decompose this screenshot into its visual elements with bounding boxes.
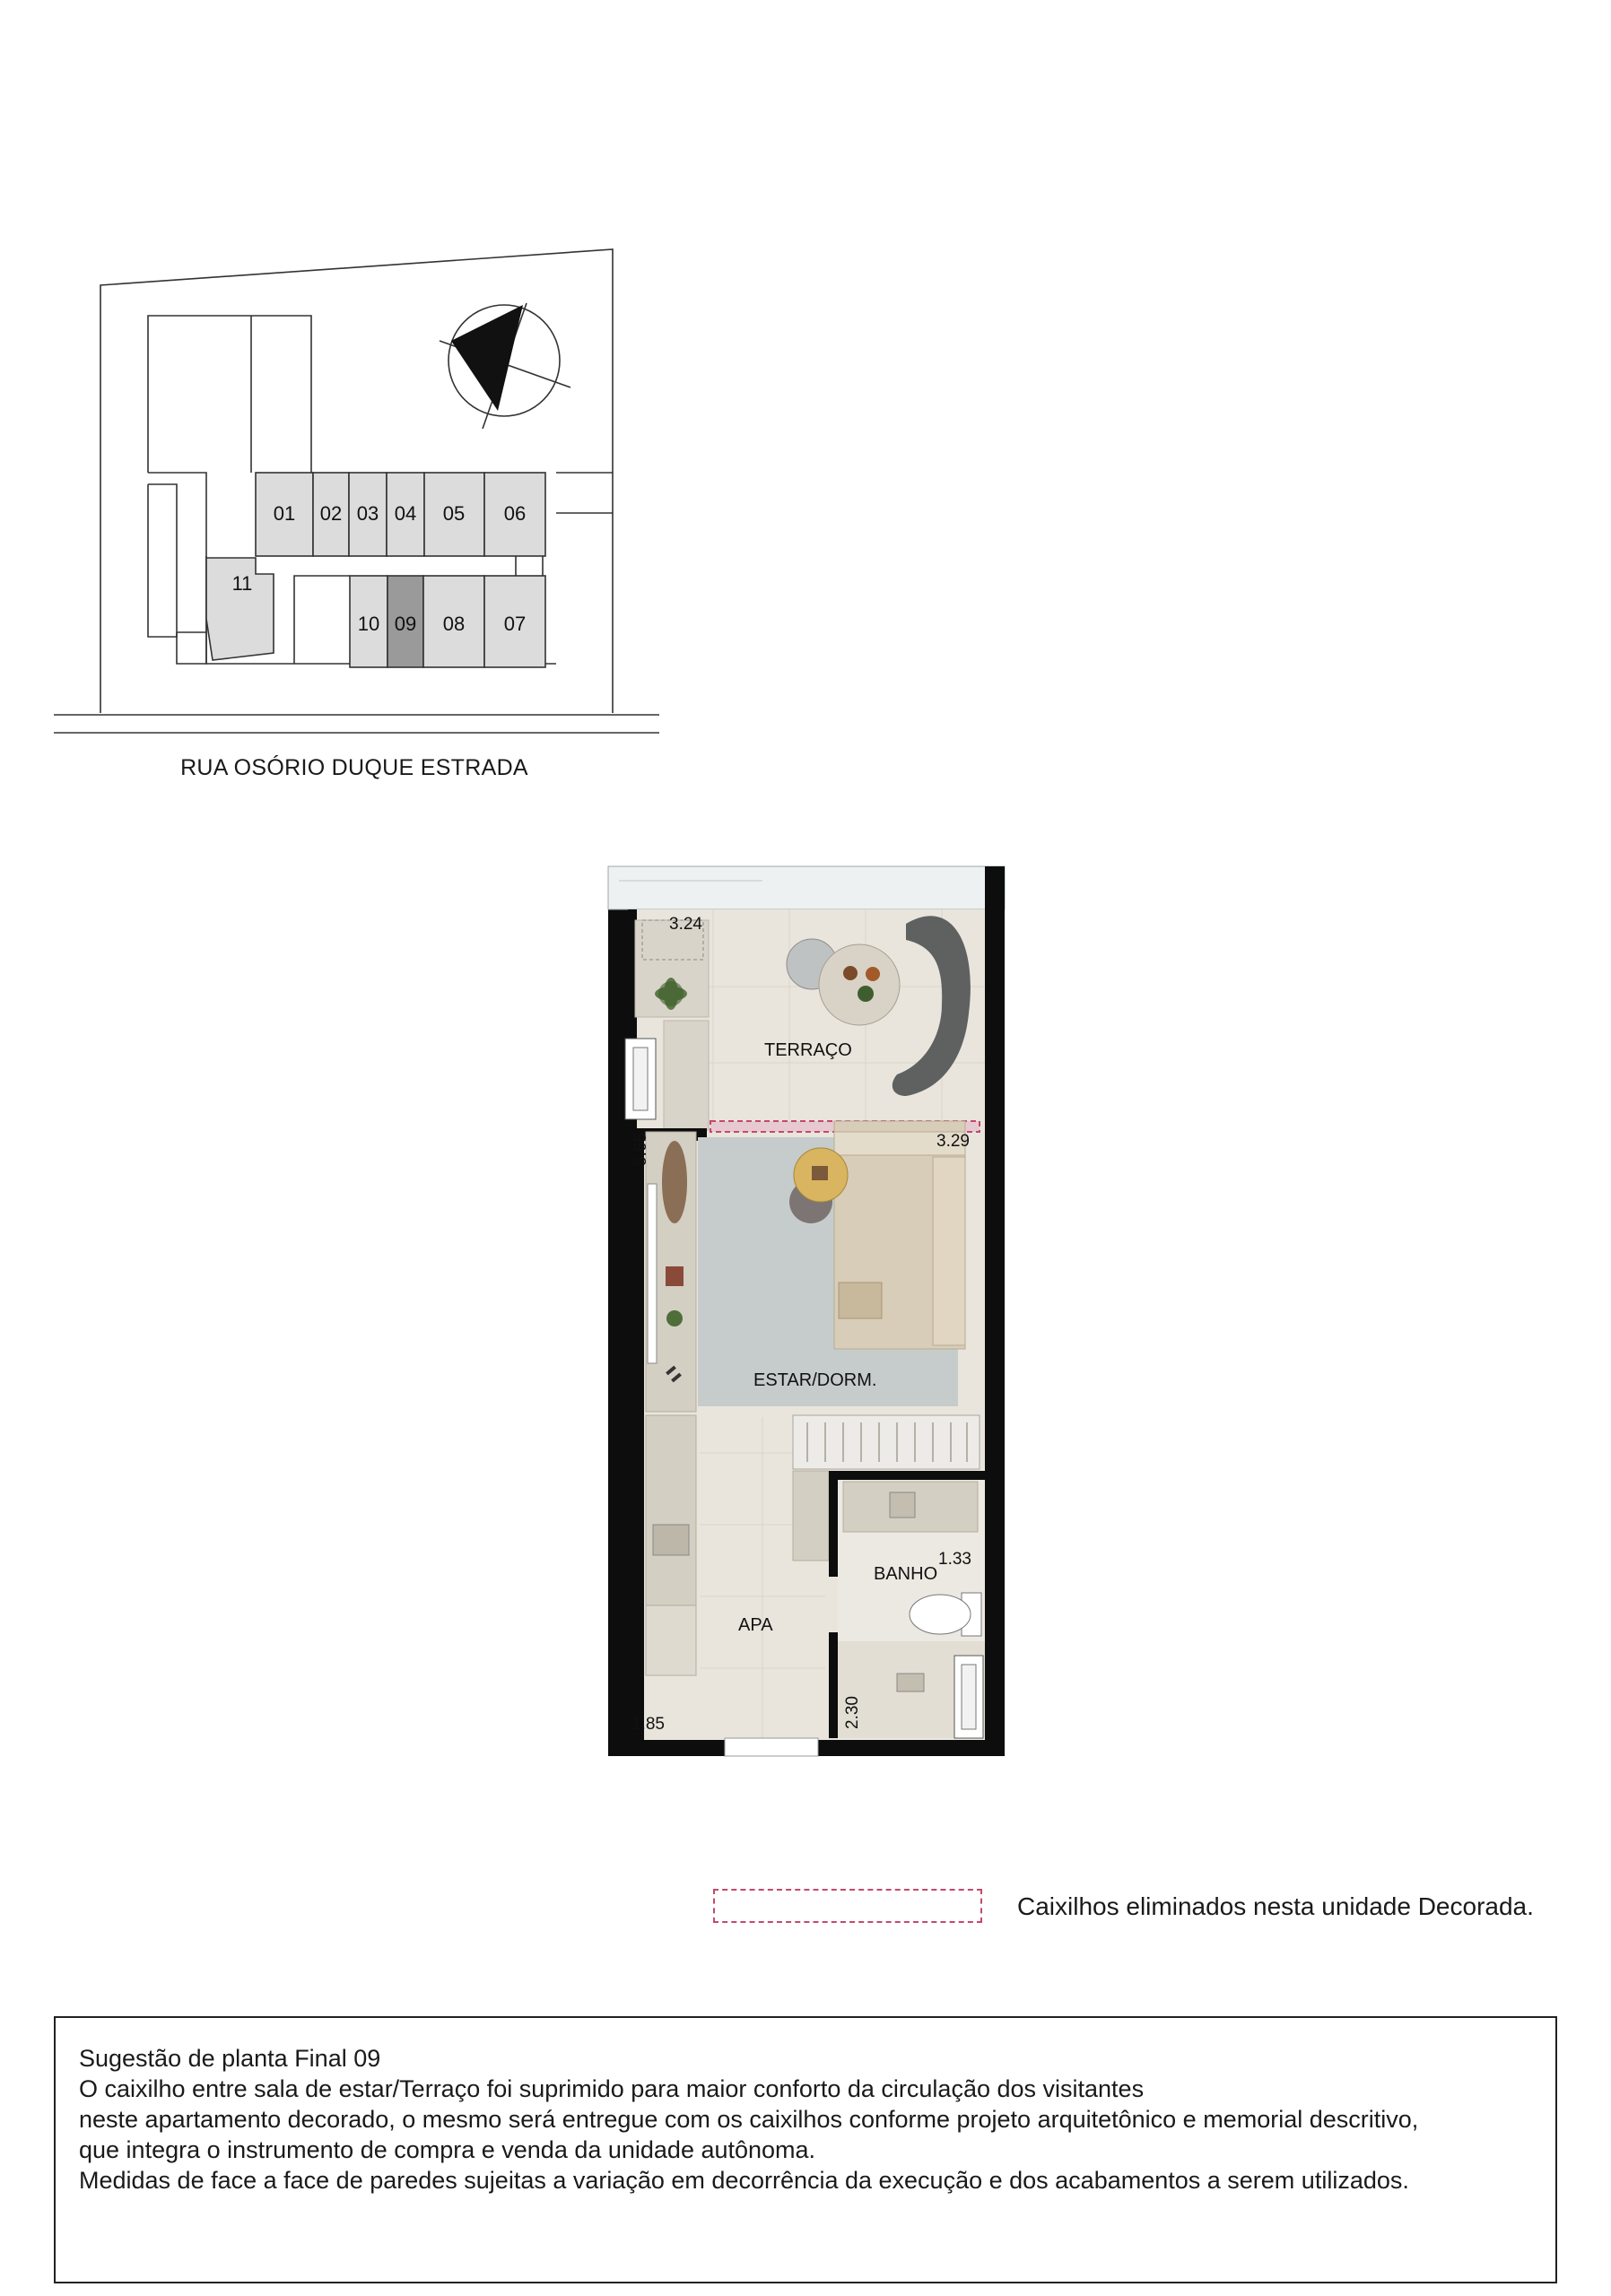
- corridor-inner: [294, 576, 350, 664]
- unit-label-09: 09: [394, 613, 417, 635]
- tower-outline: [148, 316, 311, 473]
- room-label-terrace: TERRAÇO: [764, 1040, 852, 1060]
- notes-box: [54, 2016, 1557, 2283]
- unit-label-07: 07: [503, 613, 527, 635]
- dim-living-length: 5.65: [631, 1133, 650, 1166]
- legend-dashed-swatch: [713, 1889, 982, 1923]
- left-wing-outline: [148, 484, 177, 637]
- bathroom-wall: [829, 1471, 838, 1577]
- unit-label-04: 04: [394, 502, 417, 525]
- floor-plan: [608, 866, 1005, 1756]
- unit-label-02: 02: [319, 502, 343, 525]
- stair-outline: [177, 632, 206, 664]
- balcony-edge: [608, 866, 1005, 909]
- dim-living-width: 3.29: [936, 1132, 970, 1151]
- note-line: neste apartamento decorado, o mesmo será entregue com os caixilhos conforme projeto arquitetônico e memorial descritivo,: [79, 2106, 1419, 2133]
- kitchen-sink: [653, 1525, 689, 1555]
- outdoor-table: [819, 944, 900, 1025]
- room-label-kitchen: APA: [738, 1615, 773, 1635]
- entrance-door: [725, 1738, 818, 1756]
- unit-label-10: 10: [357, 613, 380, 635]
- dim-bath-length: 2.30: [843, 1696, 862, 1729]
- street-name: RUA OSÓRIO DUQUE ESTRADA: [180, 755, 528, 780]
- note-line: que integra o instrumento de compra e venda da unidade autônoma.: [79, 2136, 816, 2163]
- room-label-bath: BANHO: [874, 1564, 938, 1584]
- dim-bath-width: 1.33: [938, 1550, 971, 1569]
- unit-label-11: 11: [231, 572, 253, 595]
- room-label-living: ESTAR/DORM.: [753, 1370, 877, 1390]
- unit-label-08: 08: [442, 613, 466, 635]
- note-line: O caixilho entre sala de estar/Terraço foi suprimido para maior conforto da circulação dos visitantes: [79, 2075, 1145, 2102]
- dim-terrace-width: 3.24: [669, 915, 702, 934]
- wall-mirror: [662, 1141, 687, 1223]
- legend-text: Caixilhos eliminados nesta unidade Decorada.: [1017, 1892, 1534, 1920]
- north-arrow-icon: [440, 303, 570, 429]
- unit-label-05: 05: [442, 502, 466, 525]
- note-line: Medidas de face a face de paredes sujeitas a variação em decorrência da execução e dos acabamentos a serem utilizados.: [79, 2167, 1409, 2194]
- unit-label-06: 06: [503, 502, 527, 525]
- dim-kitchen-width: 1.85: [631, 1715, 665, 1734]
- toilet-icon: [910, 1593, 981, 1636]
- unit-label-03: 03: [356, 502, 379, 525]
- unit-label-01: 01: [273, 502, 296, 525]
- note-line-title: Sugestão de planta Final 09: [79, 2045, 381, 2072]
